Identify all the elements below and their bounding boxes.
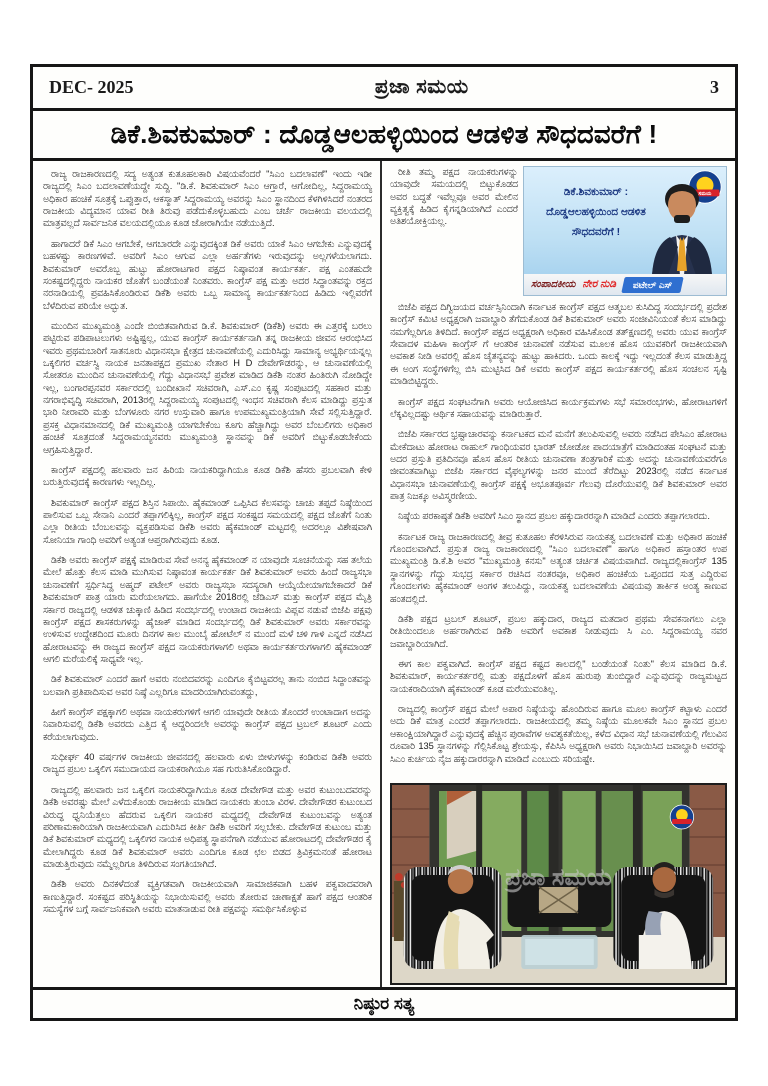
article-paragraph: ರೀತಿ ತಮ್ಮ ಪಕ್ಷದ ನಾಯಕರುಗಳನ್ನು ಯಾವುದೇ ಸಮಯದಲ್ಲಿ ಬಿಟ್ಟುಕೊಡದ ಅವರ ಬದ್ಧತೆ ಇವೆಲ್ಲವೂ ಅವರ ಮೇಲಿನ ವ್ಯಕ್ತಿತ್ವಕ್ಕೆ ಹಿಡಿದ ಕೈಗನ್ನಡಿಯಾಗಿದೆ ಎಂದರೆ ಅತಿಶಯೋಕ್ತಿಯಲ್ಲ. (390, 167, 518, 227)
issue-date: DEC- 2025 (49, 77, 134, 97)
editorial-promo-box (523, 166, 727, 296)
article-paragraph: ಕಾಂಗ್ರೆಸ್ ಪಕ್ಷದಲ್ಲಿ ಹಲವಾರು ಜನ ಹಿರಿಯ ನಾಯಕರಿದ್ದಾಗಿಯೂ ಕೂಡ ಡಿಕೆಶಿ ಹೆಸರು ಪ್ರಬಲವಾಗಿ ಕೇಳಿ ಬರುತ್ತಿರುವುದಕ್ಕೆ ಕಾರಣಗಳು ಇಲ್ಲದಿಲ್ಲ. (43, 464, 372, 488)
article-paragraph: ಡಿಕೆಶಿ ಅವರು ಕಾಂಗ್ರೆಸ್ ಪಕ್ಷಕ್ಕೆ ಮಾಡಿರುವ ಸೇವೆ ಅನನ್ಯ ಹೈಕಮಾಂಡ್ ನ ಯಾವುದೇ ಸೂಚನೆಯನ್ನು ಸಹ ತಲೆಯ ಮೇಲೆ ಹೊತ್ತು ಕೆಲಸ ಮಾಡಿ ಮುಗಿಸುವ ನಿಷ್ಠಾವಂತ ಕಾರ್ಯಕರ್ತ ಡಿಕೆ ಶಿವಕುಮಾರ್ ಅವರು ಹಿಂದೆ ರಾಜ್ಯಸಭಾ ಚುನಾವಣೆಗೆ ಸ್ಪರ್ಧಿಸಿದ್ದ ಅಹ್ಮದ್ ಪಟೇಲ್ ಅವರು ರಾಜ್ಯಸಭಾ ಸದಸ್ಯರಾಗಿ ಆಯ್ಕೆಯೇಯಾಗಬೇಕಾದರೆ ಡಿಕೆ ಶಿವಕುಮಾರ್ ಪಾತ್ರ ಯಾರು ಮರೆಯಲಾಗದು. ಹಾಗೆಯೇ 2018ರಲ್ಲಿ ಜೆಡಿಎಸ್ ಮತ್ತು ಕಾಂಗ್ರೆಸ್ ಪಕ್ಷದ ಮೈತ್ರಿ ಸರ್ಕಾರ ರಾಜ್ಯದಲ್ಲಿ ಆಡಳಿತ ಚುಕ್ಕಾಣಿ ಹಿಡಿದ ಸಂದರ್ಭದಲ್ಲಿ ಉಂಟಾದ ರಾಜಕೀಯ ವಿಪ್ಲವ ನಡುವೆ ಬಿಜೆಪಿ ಪಕ್ಷವು ಕಾಂಗ್ರೆಸ್ ಪಕ್ಷದ ಶಾಸಕರುಗಳನ್ನು ಹೈಜಾಕ್ ಮಾಡಿದ ಸಂದರ್ಭದಲ್ಲಿ ಡಿಕೆ ಶಿವಕುಮಾರ್ ಅವರು ಸರ್ಕಾರವನ್ನು ಉಳಿಸುವ ಉದ್ದೇಶದಿಂದ ಮೂರು ದಿನಗಳ ಕಾಲ ಮುಂಬೈ ಹೋಟೆಲ್ ನ ಮುಂದೆ ಮಳೆ ಚಳಿ ಗಾಳಿ ಎನ್ನದೆ ನಡೆಸಿದ ಹೋರಾಟವನ್ನು ಈ ರಾಜ್ಯದ ಕಾಂಗ್ರೆಸ್ ಪಕ್ಷದ ನಾಯಕರುಗಳಾಗಲಿ ಅಥವಾ ಕಾರ್ಯಕರ್ತರುಗಳಾಗಲಿ ಹೈಕಮಾಂಡ್ ಆಗಲಿ ಮರೆಯಲಿಕ್ಕೆ ಸಾಧ್ಯವೇ ಇಲ್ಲ. (43, 555, 372, 664)
article-paragraph: ಸುಧೀರ್ಘ 40 ವರ್ಷಗಳ ರಾಜಕೀಯ ಜೀವನದಲ್ಲಿ ಹಲವಾರು ಏಳು ಬೀಳುಗಳನ್ನು ಕಂಡಿರುವ ಡಿಕೆಶಿ ಅವರು ರಾಜ್ಯದ ಪ್ರಬಲ ಒಕ್ಕಲಿಗ ಸಮುದಾಯದ ನಾಯಕರಾಗಿಯೂ ಸಹ ಗುರುತಿಸಿಕೊಂಡಿದ್ದಾರೆ. (43, 752, 372, 775)
page-header (33, 67, 735, 111)
promo-title-line1: ಡಿಕೆ.ಶಿವಕುಮಾರ್ : (563, 186, 629, 198)
photo-watermark: ಪ್ರಜಾ ಸಮಯ (505, 863, 612, 892)
page-number: 3 (709, 77, 719, 97)
article-paragraph: ಕಾಂಗ್ರೆಸ್ ಪಕ್ಷದ ಸಂಘಟನೆಗಾಗಿ ಅವರು ಆಯೋಜಿಸಿದ ಕಾರ್ಯಕ್ರಮಗಳು ಸಭೆ ಸಮಾರಂಭಗಳು, ಹೋರಾಟಗಳಿಗೆ ಲೆಕ್ಕವಿಲ್ಲದಷ್ಟು ಆರ್ಥಿಕ ಸಹಾಯವನ್ನು ಮಾಡಿರುತ್ತಾರೆ. (390, 396, 727, 419)
article-paragraph: ಡಿಕೆಶಿ ಅವರು ದಿನಕಳೆದಂತೆ ವ್ಯಕ್ತಿಗತವಾಗಿ ರಾಜಕೀಯವಾಗಿ ಸಾಮಾಜಿಕವಾಗಿ ಬಹಳ ಪಕ್ವವಾದವರಾಗಿ ಕಾಣುತ್ತಿದ್ದಾರೆ. ಸಂಕಷ್ಟದ ಪರಿಸ್ಥಿತಿಯನ್ನು ನಿಭಾಯಿಸುವಲ್ಲಿ ಅವರು ತೋರುವ ಚಾಣಾಕ್ಷತೆ ಹಾಗೆ ಪಕ್ಷದ ಆಂತರಿಕ ಸಮಸ್ಯೆಗಳ ಬಗ್ಗೆ ಸಾರ್ವಜನಿಕವಾಗಿ ಅವರು ಮಾತನಾಡುವ ರೀತಿ ಪಕ್ಷವನ್ನು ಸಮರ್ಥಿಸಿಕೊಳ್ಳುವ (43, 879, 372, 915)
photo-logo-icon (670, 805, 694, 829)
article-paragraph: ಡಿಕೆ ಶಿವಕುಮಾರ್ ಎಂದರೆ ಹಾಗೆ ಅವರು ನಂಬಿದವರನ್ನು ಎಂದಿಗೂ ಕೈಬಿಟ್ಟವರಲ್ಲ ತಾನು ನಂಬಿದ ಸಿದ್ಧಾಂತವನ್ನು ಬಲವಾಗಿ ಪ್ರತಿಪಾದಿಸುವ ಅವರ ನಿಷ್ಠೆ ಎಲ್ಲರಿಗೂ ಮಾದರಿಯಾಗಿರುವಂತದ್ದು, (43, 674, 372, 697)
article-paragraph: ಬಿಜೆಪಿ ಸರ್ಕಾರದ ಭ್ರಷ್ಟಾಚಾರವನ್ನು ಕರ್ನಾಟಕದ ಮನೆ ಮನೆಗೆ ತಲುಪಿಸುವಲ್ಲಿ ಅವರು ನಡೆಸಿದ ಪೇಸಿಎಂ ಹೋರಾಟ ಮೇಕೆದಾಟು ಹೋರಾಟ ರಾಹುಲ್ ಗಾಂಧಿಯವರ ಭಾರತ್ ಜೋಡೋ ಪಾದಯಾತ್ರೆಗೆ ಮಾಡಿದಂತಹ ಸಂಘಟನೆ ಮತ್ತು ಅದರ ಪ್ರಸ್ತುತಿ ಪ್ರತಿದಿನವೂ ಹೊಸ ಹೊಸ ರೀತಿಯ ಚುನಾವಣಾ ತಂತ್ರಗಾರಿಕೆ ಮತ್ತು ಅದನ್ನು ಚುನಾವಣೆಯವರೆಗೂ ಜೀವಂತವಾಗಿಟ್ಟು ಬಿಜೆಪಿ ಸರ್ಕಾರದ ವೈಫಲ್ಯಗಳನ್ನು ಜನರ ಮುಂದೆ ತೆರೆದಿಟ್ಟು 2023ರಲ್ಲಿ ನಡೆದ ಕರ್ನಾಟಕ ವಿಧಾನಸಭಾ ಚುನಾವಣೆಯಲ್ಲಿ ಕಾಂಗ್ರೆಸ್ ಪಕ್ಷಕ್ಕೆ ಅಭೂತಪೂರ್ವ ಗೆಲುವು ದೊರೆಯುವಲ್ಲಿ ಡಿಕೆ ಶಿವಕುಮಾರ್ ಅವರ ಪಾತ್ರ ನಿಜಕ್ಕೂ ಅವಿಸ್ಮರಣೀಯ. (390, 429, 727, 502)
masthead-title: ಪ್ರಜಾ ಸಮಯ (374, 76, 469, 98)
strip-label-editorial: ಸಂಪಾದಕೀಯ (531, 279, 576, 290)
page-frame (30, 64, 738, 1021)
article-paragraph: ರಾಜ್ಯದಲ್ಲಿ ಹಲವಾರು ಜನ ಒಕ್ಕಲಿಗ ನಾಯಕರಿದ್ದಾಗಿಯೂ ಕೂಡ ದೇವೇಗೌಡ ಮತ್ತು ಅವರ ಕುಟುಂಬದವರನ್ನು ಡಿಕೆಶಿ ಅವರಷ್ಟು ಮೇಲೆ ಎಳೆದುಕೊಂಡು ರಾಜಕೀಯ ಮಾಡಿದ ನಾಯಕರು ತುಂಬಾ ವಿರಳ. ದೇವೇಗೌಡರ ಕುಟುಂಬದ ವಿರುದ್ಧ ಧ್ವನಿಯೆತ್ತಲು ಹೆದರುವ ಒಕ್ಕಲಿಗ ನಾಯಕರ ಮಧ್ಯದಲ್ಲಿ ದೇವೇಗೌಡ ಕುಟುಂಬವನ್ನು ಅತ್ಯಂತ ಪರಿಣಾಮಕಾರಿಯಾಗಿ ರಾಜಕೀಯವಾಗಿ ಎದುರಿಸಿದ ಕೀರ್ತಿ ಡಿಕೆಶಿ ಅವರಿಗೆ ಸಲ್ಲಬೇಕು. ದೇವೇಗೌಡ ಕುಟುಂಬ ಮತ್ತು ಡಿಕೆ ಶಿವಕುಮಾರ್ ಮಧ್ಯದಲ್ಲಿ ಒಕ್ಕಲಿಗರ ನಾಯಕ ಅಧಿಪತ್ಯ ಸ್ಥಾಪನೆಗಾಗಿ ನಡೆಯುವ ಹೋರಾಟದಲ್ಲಿ ದೇವೇಗೌಡರ ಕೈ ಮೇಲಾಗಿದ್ದರು ಕೂಡ ಡಿಕೆ ಶಿವಕುಮಾರ್ ಅವರು ಎಂದಿಗೂ ಕೂಡ ಛಲ ಬಿಡದ ತ್ರಿವಿಕ್ರಮನಂತೆ ಹೋರಾಟ ಮಾಡುತ್ತಿರುವುದು ನಮ್ಮೆಲ್ಲರಿಗೂ ತಿಳಿದಿರುವ ಸಂಗತಿಯಾಗಿದೆ. (43, 784, 372, 869)
article-paragraph: ಡಿಕೆಶಿ ಪಕ್ಷದ ಟ್ರಬಲ್ ಶೂಟರ್, ಪ್ರಬಲ ಹಕ್ಕುದಾರ, ರಾಜ್ಯದ ಮತದಾರ ಪ್ರಥಮ ಸೇವಕನಾಗಲು ಎಲ್ಲಾ ರೀತಿಯಿಂದಲೂ ಅರ್ಹರಾಗಿರುವ ಡಿಕೆಶಿ ಅವರಿಗೆ ಅವಕಾಶ ನೀಡುವುದು ಸಿ ಎಂ. ಸಿದ್ದರಾಮಯ್ಯ ನವರ ಜವಾಬ್ದಾರಿಯಾಗಿದೆ. (390, 613, 727, 649)
article-paragraph: ಶಿವಕುಮಾರ್ ಕಾಂಗ್ರೆಸ್ ಪಕ್ಷದ ಶಿಸ್ತಿನ ಸಿಪಾಯಿ. ಹೈಕಮಾಂಡ್ ಒಪ್ಪಿಸಿದ ಕೆಲಸವನ್ನು ಚಾಚು ತಪ್ಪದೆ ನಿಷ್ಠೆಯಿಂದ ಪಾಲಿಸುವ ಒಬ್ಬ ಸೇನಾನಿ ಎಂದರೆ ತಪ್ಪಾಗಲಿಕ್ಕಿಲ್ಲ, ಕಾಂಗ್ರೆಸ್ ಪಕ್ಷದ ಸಂಕಷ್ಟದ ಸಮಯದಲ್ಲಿ ಪಕ್ಷದ ಜೊತೆಗೆ ನಿಂತು ಎಲ್ಲಾ ರೀತಿಯ ಬೆಂಬಲವನ್ನು ವ್ಯಕ್ತಪಡಿಸುವ ಡಿಕೆಶಿ ಅವರು ಹೈಕಮಾಂಡ್ ಮಟ್ಟದಲ್ಲಿ ಅದರಲ್ಲೂ ವಿಶೇಷವಾಗಿ ಸೋನಿಯಾ ಗಾಂಧಿ ಅವರಿಗೆ ಅತ್ಯಂತ ಆಪ್ತರಾಗಿರುವುದು ಕೂಡ. (43, 497, 372, 545)
article-paragraph: ಕರ್ನಾಟಕ ರಾಜ್ಯ ರಾಜಕಾರಣದಲ್ಲಿ ತೀವ್ರ ಕುತೂಹಲ ಕೆರಳಿಸಿರುವ ನಾಯಕತ್ವ ಬದಲಾವಣೆ ಮತ್ತು ಅಧಿಕಾರ ಹಂಚಿಕೆ ಗೊಂದಲವಾಗಿದೆ. ಪ್ರಸ್ತುತ ರಾಜ್ಯ ರಾಜಕಾರಣದಲ್ಲಿ "ಸಿಎಂ ಬದಲಾವಣೆ" ಹಾಗೂ ಅಧಿಕಾರ ಹಸ್ತಾಂತರ ಉಪ ಮುಖ್ಯಮಂತ್ರಿ ಡಿ.ಕೆ.ಶಿ ಅವರ "ಮುಖ್ಯಮಂತ್ರಿ ಕನಸು" ಅತ್ಯಂತ ಚರ್ಚಿತ ವಿಷಯವಾಗಿದೆ. ರಾಜ್ಯದಲ್ಲಿಕಾಂಗ್ರೆಸ್ 135 ಸ್ಥಾನಗಳನ್ನು ಗೆದ್ದು ಸುಭದ್ರ ಸರ್ಕಾರ ರಚಿಸಿದ ನಂತರವೂ, ಅಧಿಕಾರ ಹಂಚಿಕೆಯ ಒಪ್ಪಂದದ ಸುತ್ತ ಎದ್ದಿರುವ ಗೊಂದಲಗಳು ಹೈಕಮಾಂಡ್ ಅಂಗಳ ತಲುಪಿದ್ದು, ನಾಯಕತ್ವ ಬದಲಾವಣೆಯ ವಿಷಯವು ತಾರ್ಕಿಕ ಅಂತ್ಯ ಕಾಣುವ ಹಂತದಲ್ಲಿದೆ. (390, 531, 727, 604)
promo-title-line3: ಸೌಧದವರೆಗೆ ! (571, 225, 621, 238)
svg-text:ಸಮಯ: ಸಮಯ (698, 191, 712, 198)
article-paragraph: ನಿಷ್ಠೆಯ ಪರಕಾಷ್ಠತೆ ಡಿಕೆಶಿ ಅವರಿಗೆ ಸಿಎಂ ಸ್ಥಾನದ ಪ್ರಬಲ ಹಕ್ಕುದಾರರನ್ನಾಗಿ ಮಾಡಿದೆ ಎಂದರು ತಪ್ಪಾಗಲಾರದು. (398, 511, 710, 522)
right-column-top-row (390, 166, 727, 296)
article-paragraph: ಮುಂದಿನ ಮುಖ್ಯಮಂತ್ರಿ ಎಂದೇ ಬಿಂಬಿತವಾಗಿರುವ ಡಿ.ಕೆ. ಶಿವಕುಮಾರ್ (ಡಿಕೆಶಿ) ಅವರು ಈ ಎತ್ತರಕ್ಕೆ ಬರಲು ಪಟ್ಟಿರುವ ಪಡಿಪಾಟಲುಗಳು ಅಷ್ಟಿಷ್ಟಲ್ಲ, ಯುವ ಕಾಂಗ್ರೆಸ್ ಕಾರ್ಯಕರ್ತನಾಗಿ ತನ್ನ ರಾಜಕೀಯ ಜೀವನ ಆರಂಭಿಸಿದ ಇವರು ಪ್ರಥಮಬಾರಿಗೆ ಸಾತನೂರು ವಿಧಾನಸಭಾ ಕ್ಷೇತ್ರದ ಚುನಾವಣೆಯಲ್ಲಿ ಎದುರಿಸಿದ್ದು ಸಾಮಾನ್ಯ ಅಭ್ಯರ್ಥಿಯನ್ನಲ್ಲ ಒಕ್ಕಲಿಗರ ವರ್ಚಸ್ವಿ ನಾಯಕ ಜನತಾಪಕ್ಷದ ಪ್ರಮುಖ ನೇತಾರ H D ದೇವೇಗೌಡರನ್ನು, ಆ ಚುನಾವಣೆಯಲ್ಲಿ ಸೋತರೂ ಮುಂದಿನ ಚುನಾವಣೆಯಲ್ಲಿ ಗೆದ್ದು ವಿಧಾನಸಭೆ ಪ್ರವೇಶ ಮಾಡಿದ ಡಿಕೆಶಿ ನಂತರ ಹಿಂತಿರುಗಿ ನೋಡಿದ್ದೇ ಇಲ್ಲ, ಬಂಗಾರಪ್ಪನವರ ಸರ್ಕಾರದಲ್ಲಿ ಬಂದೀಖಾನೆ ಸಚಿವರಾಗಿ, ಎಸ್.ಎಂ ಕೃಷ್ಣ ಸಂಪುಟದಲ್ಲಿ ಸಹಕಾರ ಮತ್ತು ನಗರಾಭಿವೃದ್ಧಿ ಸಚಿವರಾಗಿ, 2013ರಲ್ಲಿ ಸಿದ್ದರಾಮಯ್ಯ ಸಂಪುಟದಲ್ಲಿ ಇಂಧನ ಸಚಿವರಾಗಿ ಕೆಲಸ ಮಾಡಿದ್ದು ಪ್ರಸ್ತುತ ಭಾರಿ ನೀರಾವರಿ ಮತ್ತು ಬೆಂಗಳೂರು ನಗರ ಉಸ್ತುವಾರಿ ಹಾಗೂ ಉಪಮುಖ್ಯಮಂತ್ರಿಯಾಗಿ ಸೇವೆ ಸಲ್ಲಿಸುತ್ತಿದ್ದಾರೆ. ಪ್ರಸಕ್ತ ವಿಧಾನಮಾನದಲ್ಲಿ ಡಿಕೆ ಮುಖ್ಯಮಂತ್ರಿ ಯಾಗಬೇಕೆಂಬ ಕೂಗು ಹೆಚ್ಚಾಗಿದ್ದು ಅವರ ಬೆಂಬಲಿಗರು ಅಧಿಕಾರ ಹಂಚಿಕೆ ಸೂತ್ರದಂತೆ ಸಿದ್ದರಾಮಯ್ಯನವರು ಮುಖ್ಯಮಂತ್ರಿ ಸ್ಥಾನವನ್ನು ಡಿಕೆ ಅವರಿಗೆ ಬಿಟ್ಟುಕೊಡಬೇಕೆಂದು ಆಗ್ರಹಿಸುತ್ತಿದ್ದಾರೆ. (43, 320, 372, 455)
left-column (33, 161, 380, 987)
article-paragraph: ಹೀಗೆ ಕಾಂಗ್ರೆಸ್ ಪಕ್ಷಕ್ಕಾಗಲಿ ಅಥವಾ ನಾಯಕರುಗಳಿಗೆ ಆಗಲಿ ಯಾವುದೇ ರೀತಿಯ ತೊಂದರೆ ಉಂಟಾದಾಗ ಅದನ್ನು ನಿವಾರಿಸುವಲ್ಲಿ ಡಿಕೆಶಿ ಅವರದು ಎತ್ತಿದ ಕೈ ಆದ್ದರಿಂದಲೇ ಅವರನ್ನು ಕಾಂಗ್ರೆಸ್ ಪಕ್ಷದ ಟ್ರಬಲ್ ಶೂಟರ್ ಎಂದು ಕರೆಯಲಾಗುವುದು. (43, 707, 372, 742)
right-column (380, 161, 735, 987)
narrow-text-block (390, 166, 518, 296)
promo-title-line2: ದೊಡ್ಡಆಲಹಳ್ಳಿಯಿಂದ ಆಡಳಿತ (546, 205, 646, 218)
article-paragraph: ಹಾಗಾದರೆ ಡಿಕೆ ಸಿಎಂ ಆಗಬೇಕೆ, ಆಗಬಾರದೇ ಎನ್ನುವುದಕ್ಕಿಂತ ಡಿಕೆ ಅವರು ಯಾಕೆ ಸಿಎಂ ಆಗಬೇಕು ಎನ್ನುವುದಕ್ಕೆ ಬಹಳಷ್ಟು ಕಾರಣಗಳಿವೆ. ಅವರಿಗೆ ಸಿಎಂ ಆಗುವ ಎಲ್ಲಾ ಅರ್ಹತೆಗಳು ಇರುವುದನ್ನು ಅಲ್ಲಗಳೆಯಲಾಗದು. ಶಿವಕುಮಾರ್ ಅವರೊಬ್ಬ ಹುಟ್ಟು ಹೋರಾಟಗಾರ ಪಕ್ಷದ ನಿಷ್ಠಾವಂತ ಕಾರ್ಯಕರ್ತ. ಪಕ್ಷ ಎಂತಹುದೇ ಸಂಕಷ್ಟದಲ್ಲಿದ್ದರು ನಾಯಕರ ಜೊತೆಗೆ ಬಂಡೆಯಂತೆ ನಿಂತವರು. ಕಾಂಗ್ರೆಸ್ ಪಕ್ಷ ಮತ್ತು ಅದರ ಸಿದ್ಧಾಂತವನ್ನು ರಕ್ತದ ನರನಾಡಿಯಲ್ಲಿ ಪ್ರವಹಿಸಿಕೊಂಡಿರುವ ಡಿಕೆಶಿ ಅವರು ಒಬ್ಬ ಸಾಮಾನ್ಯ ಕಾರ್ಯಕರ್ತನಿಂದ ಹಿಡಿದು ಇಲ್ಲಿವರೆಗೆ ಬೆಳೆದಿರುವ ಪರಿಯೇ ಅದ್ಭುತ. (43, 238, 372, 311)
article-paragraph: ಬಿಜೆಪಿ ಪಕ್ಷದ ದಿಗ್ವಿಜಯದ ವರ್ಚಸ್ಸಿನಿಂದಾಗಿ ಕರ್ನಾಟಕ ಕಾಂಗ್ರೆಸ್ ಪಕ್ಷದ ಆತ್ಮಬಲ ಕುಸಿದಿದ್ದ ಸಂದರ್ಭದಲ್ಲಿ ಪ್ರದೇಶ ಕಾಂಗ್ರೆಸ್ ಕಮಿಟಿ ಅಧ್ಯಕ್ಷರಾಗಿ ಜವಾಬ್ದಾರಿ ತೆಗೆದುಕೊಂಡ ಡಿಕೆ ಶಿವಕುಮಾರ್ ಅವರು ಸಂಜೀವಿನಿಯಂತೆ ಕೆಲಸ ಮಾಡಿದ್ದು ನಮಗೆಲ್ಲರಿಗೂ ತಿಳಿದಿದೆ. ಕಾಂಗ್ರೆಸ್ ಪಕ್ಷದ ಅಧ್ಯಕ್ಷರಾಗಿ ಅಧಿಕಾರ ವಹಿಸಿಕೊಂಡ ತತ್‌ಕ್ಷಣದಲ್ಲಿ ಅವರು ಯುವ ಕಾಂಗ್ರೆಸ್ ಸೇವಾದಳ ಮಹಿಳಾ ಕಾಂಗ್ರೆಸ್ ಗೆ ಆಂತರಿಕ ಚುನಾವಣೆ ನಡೆಸುವ ಮೂಲಕ ಹೊಸ ಯುವಕರಿಗೆ ರಾಜಕೀಯವಾಗಿ ಅವಕಾಶ ನೀಡಿ ಅವರಲ್ಲಿ ಹೊಸ ಚೈತನ್ಯವನ್ನು ಹುಟ್ಟು ಹಾಕಿದರು. ಒಂದು ಕಾಲಕ್ಕೆ ಇದ್ದು ಇಲ್ಲದಂತೆ ಕೆಲಸ ಮಾಡುತ್ತಿದ್ದ ಈ ಅಂಗ ಸಂಸ್ಥೆಗಳಿಗೆಲ್ಲ ಬಿಸಿ ಮುಟ್ಟಿಸಿದ ಡಿಕೆ ಅವರು ಕಾಂಗ್ರೆಸ್ ಪಕ್ಷದ ಕಾರ್ಯಕರ್ತರಲ್ಲಿ ಹೊಸ ಸಂಚಲನ ಸೃಷ್ಟಿ ಮಾಡಿಬಿಟ್ಟಿದ್ದರು. (390, 302, 727, 387)
strip-label-nera-nudi: ನೇರ ನುಡಿ (582, 278, 616, 290)
article-headline: ಡಿಕೆ.ಶಿವಕುಮಾರ್ : ದೊಡ್ಡಆಲಹಳ್ಳಿಯಿಂದ ಆಡಳಿತ ಸೌಧದವರೆಗೆ ! (33, 111, 735, 161)
article-paragraph: ರಾಜ್ಯ ರಾಜಕಾರಣದಲ್ಲಿ ಸದ್ಯ ಅತ್ಯಂತ ಕುತೂಹಲಕಾರಿ ವಿಷಯವೆಂದರೆ "ಸಿಎಂ ಬದಲಾವಣೆ" ಇಂದು ಇಡೀ ರಾಜ್ಯದಲ್ಲಿ ಸಿಎಂ ಬದಲಾವಣೆಯದ್ದೇ ಸುದ್ದಿ. "ಡಿ.ಕೆ. ಶಿವಕುಮಾರ್ ಸಿಎಂ ಆಗ್ತಾರೆ, ಆಗೋದಿಲ್ಲ, ಸಿದ್ದರಾಮಯ್ಯ ಅಧಿಕಾರ ಹಂಚಿಕೆ ಸೂತ್ರಕ್ಕೆ ಒಪ್ಪುತ್ತಾರ, ಆಕಸ್ಮಾತ್ ಸಿದ್ದರಾಮಯ್ಯ ಅವರನ್ನು ಸಿಎಂ ಸ್ಥಾನದಿಂದ ಕೆಳಗಿಳಿಸಿದರೆ ನಂತರದ ರಾಜಕೀಯ ವಿದ್ಯಮಾನ ಯಾವ ರೀತಿ ತಿರುವು ಪಡೆದುಕೊಳ್ಳಬಹುದು ಎಂಬ ಚರ್ಚೆ ರಾಜಕೀಯ ವಲಯದಲ್ಲಿ ಮಾತ್ರವಲ್ಲದೆ ಸಾರ್ವಜನಿಕ ವಲಯದಲ್ಲಿಯೂ ಕೂಡ ಜೋರಾಗಿಯೇ ನಡೆಯುತ್ತಿದೆ. (43, 169, 372, 229)
promo-bottom-strip (524, 274, 726, 295)
author-byline-badge: ಪಟೇಲ್ ಎಸ್ (621, 277, 684, 293)
article-paragraph: ಈಗ ಕಾಲ ಪಕ್ವವಾಗಿದೆ. ಕಾಂಗ್ರೆಸ್ ಪಕ್ಷದ ಕಷ್ಟದ ಕಾಲದಲ್ಲಿ" ಬಂಡೆಯಂತೆ ನಿಂತು" ಕೆಲಸ ಮಾಡಿದ ಡಿ.ಕೆ. ಶಿವಕುಮಾರ್, ಕಾರ್ಯಕರ್ತರಲ್ಲಿ ಮತ್ತು ಪಕ್ಷದೊಳಗೆ ಹೊಸ ಹುರುಪು ತುಂಬಿದ್ದಾರೆ ಎನ್ನುವುದನ್ನು ರಾಜ್ಯಮಟ್ಟದ ನಾಯಕರಾದಿಯಾಗಿ ಹೈಕಮಾಂಡ್ ಕೂಡ ಮರೆಯುವಂತಿಲ್ಲ. (390, 658, 727, 694)
meeting-photo (390, 783, 727, 985)
footer-slogan: ನಿಷ್ಠುರ ಸತ್ಯ (33, 987, 735, 1018)
dk-shivakumar-portrait (632, 175, 724, 275)
article-paragraph: ರಾಜ್ಯದಲ್ಲಿ ಕಾಂಗ್ರೆಸ್ ಪಕ್ಷದ ಮೇಲೆ ಅಪಾರ ನಿಷ್ಠೆಯನ್ನು ಹೊಂದಿರುವ ಹಾಗೂ ಮೂಲ ಕಾಂಗ್ರೆಸ್ ಕಟ್ಟಾಳು ಎಂದರೆ ಅದು ಡಿಕೆ ಮಾತ್ರ ಎಂದರೆ ತಪ್ಪಾಗಲಾರದು. ರಾಜಕೀಯದಲ್ಲಿ ತಮ್ಮ ನಿಷ್ಠೆಯ ಮೂಲಕವೇ ಸಿಎಂ ಸ್ಥಾನದ ಪ್ರಬಲ ಆಕಾಂಕ್ಷಿಯಾಗಿದ್ದಾರೆ ಎನ್ನುವುದಕ್ಕೆ ಹೆಚ್ಚಿನ ಪುರಾವೆಗಳ ಅವಶ್ಯಕತೆಯಿಲ್ಲ, ಕಳೆದ ವಿಧಾನ ಸಭೆ ಚುನಾವಣೆಯಲ್ಲಿ ಗೆಲುವಿನ ರೂವಾರಿ 135 ಸ್ಥಾನಗಳನ್ನು ಗೆಲ್ಲಿಸಿಕೊಟ್ಟ ಶ್ರೇಯಸ್ಸು, ಕೆಪಿಸಿಸಿ ಅಧ್ಯಕ್ಷರಾಗಿ ಅವರು ನಿಭಾಯಿಸಿದ ಜವಾಬ್ದಾರಿ ಅವರನ್ನು ಸಿಎಂ ಕುರ್ಚಿಯ ನೈಜ ಹಕ್ಕುದಾರರನ್ನಾಗಿ ಮಾಡಿದೆ ಎಂಬುದು ಸರಿಯಷ್ಟೇ. (390, 704, 727, 764)
article-body (33, 161, 735, 987)
